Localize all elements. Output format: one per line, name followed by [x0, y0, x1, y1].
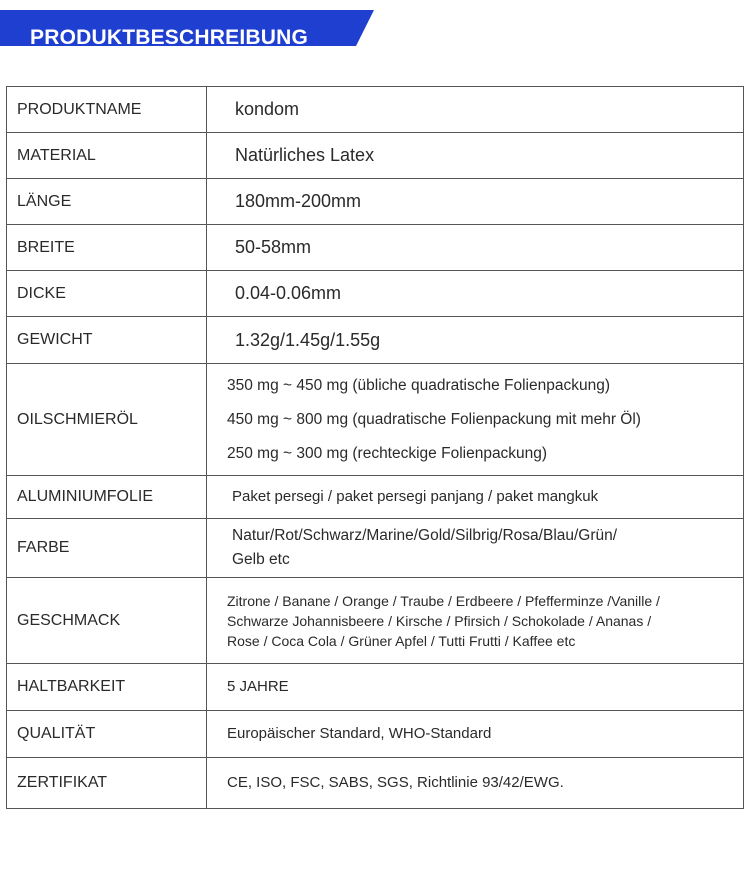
value-line: Zitrone / Banane / Orange / Traube / Erdbeere / Pfefferminze /Vanille / — [227, 592, 660, 609]
table-row-qualitaet — [7, 711, 744, 758]
value-line: 450 mg ~ 800 mg (quadratische Folienpackung mit mehr Öl) — [227, 410, 641, 428]
value-text: Europäischer Standard, WHO-Standard — [227, 725, 492, 742]
table-row-zertifikat — [7, 758, 744, 809]
table-row-dicke — [7, 271, 744, 317]
row-label: QUALITÄT — [7, 711, 207, 758]
row-value — [207, 364, 744, 476]
table-row-geschmack — [7, 578, 744, 664]
value-line: Natur/Rot/Schwarz/Marine/Gold/Silbrig/Rosa/Blau/Grün/ — [232, 527, 618, 544]
row-value — [207, 225, 744, 271]
table-row-material — [7, 133, 744, 179]
row-value — [207, 133, 744, 179]
product-spec-table — [6, 86, 744, 809]
row-value — [207, 179, 744, 225]
row-value — [207, 578, 744, 664]
row-label: OILSCHMIERÖL — [7, 364, 207, 476]
value-line: 350 mg ~ 450 mg (übliche quadratische Folienpackung) — [227, 376, 610, 394]
table-row-farbe — [7, 519, 744, 578]
row-label: FARBE — [7, 519, 207, 578]
row-label: GEWICHT — [7, 317, 207, 364]
row-label: HALTBARKEIT — [7, 664, 207, 711]
value-text: 180mm-200mm — [235, 191, 362, 211]
row-value — [207, 87, 744, 133]
value-text: CE, ISO, FSC, SABS, SGS, Richtlinie 93/42/EWG. — [227, 774, 564, 791]
value-text: 1.32g/1.45g/1.55g — [235, 329, 381, 350]
value-line: 250 mg ~ 300 mg (rechteckige Folienpackung) — [227, 444, 548, 462]
section-title: PRODUKTBESCHREIBUNG — [30, 26, 308, 49]
row-value — [207, 476, 744, 519]
table-row-gewicht — [7, 317, 744, 364]
table-row-laenge — [7, 179, 744, 225]
row-label: BREITE — [7, 225, 207, 271]
row-label: GESCHMACK — [7, 578, 207, 664]
value-line: Rose / Coca Cola / Grüner Apfel / Tutti Frutti / Kaffee etc — [227, 632, 576, 649]
value-text: Paket persegi / paket persegi panjang / paket mangkuk — [232, 488, 599, 505]
row-value — [207, 758, 744, 809]
row-value — [207, 711, 744, 758]
row-label: LÄNGE — [7, 179, 207, 225]
row-label: ALUMINIUMFOLIE — [7, 476, 207, 519]
row-value — [207, 519, 744, 578]
row-value — [207, 664, 744, 711]
row-value — [207, 317, 744, 364]
table-row-breite — [7, 225, 744, 271]
value-text: kondom — [235, 99, 300, 119]
value-text: 0.04-0.06mm — [235, 283, 342, 303]
table-row-oilschmieroel — [7, 364, 744, 476]
value-text: 50-58mm — [235, 237, 312, 257]
table-row-produktname — [7, 87, 744, 133]
table-row-haltbarkeit — [7, 664, 744, 711]
value-text: Natürliches Latex — [235, 145, 375, 165]
row-label: PRODUKTNAME — [7, 87, 207, 133]
row-value — [207, 271, 744, 317]
row-label: DICKE — [7, 271, 207, 317]
row-label: ZERTIFIKAT — [7, 758, 207, 809]
section-header-banner — [0, 10, 374, 49]
value-line: Schwarze Johannisbeere / Kirsche / Pfirsich / Schokolade / Ananas / — [227, 612, 652, 629]
table-row-aluminiumfolie — [7, 476, 744, 519]
value-text: 5 JAHRE — [227, 678, 289, 695]
value-line: Gelb etc — [232, 551, 290, 568]
row-label: MATERIAL — [7, 133, 207, 179]
